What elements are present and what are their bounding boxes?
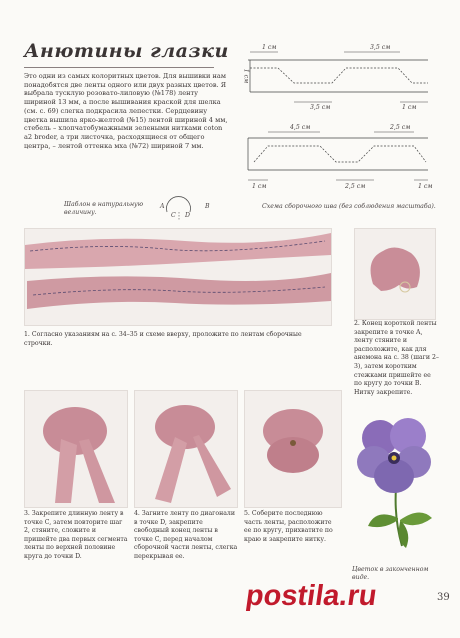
step-3-photo	[24, 390, 128, 508]
scheme-top-label-2: 3,5 см	[370, 44, 391, 51]
scheme-bottom-ribbon	[248, 132, 428, 180]
template-letter-a: A	[160, 203, 165, 210]
step-4-text: 4. Загните ленту по диагонали в точке D, закрепите свободный конец ленты в точке C, перед началом сборочной части ленты, слегка перекрывая ее.	[134, 510, 238, 560]
intro-text: Это одни из самых колоритных цветов. Для вышивки нам понадобятся две ленты одного или двух разных цветов. Я выбрала тусклую розовато-лиловую (№178) ленту шириной 13 мм, а после вышивания краской для шелка (см. с. 69) слегка подкрасила лепестки. Сердцевину цветка вышила ярко-желтой (№15) лентой шириной 4 мм, стебель – хлопчатобумажными зелеными нитками coton а2 broder, а три листочка, расходящиеся от общего центра, – лентой оттенка мха (№72) шириной 7 мм.	[24, 72, 228, 150]
scheme-top-outline	[248, 60, 428, 92]
scheme-bottom-stitch	[254, 146, 426, 162]
final-caption: Цветок в законченном виде.	[352, 566, 429, 581]
title-divider	[24, 67, 214, 68]
template-letter-d: D	[185, 212, 190, 219]
finished-flower	[346, 408, 438, 558]
step-2-photo	[354, 228, 436, 320]
step-3-text: 3. Закрепите длинную ленту в точке C, затем повторите шаг 2, стяните, сложите и пришейте два первых сегмента ленты по верхней половине круга до точки D.	[24, 510, 128, 560]
ribbon-tail	[193, 435, 231, 497]
watermark: postila.ru	[243, 580, 379, 612]
scheme-bottom-label-1: 4,5 см	[290, 124, 311, 131]
scheme-caption: Схема сборочного шва (без соблюдения масштаба).	[262, 203, 436, 210]
page-title: Анютины глазки	[24, 40, 229, 62]
pansy-illustration	[346, 408, 438, 558]
scheme-bottom-label-5: 1 см	[418, 183, 433, 190]
step-1-text: 1. Согласно указаниям на с. 34–35 и схеме вверху, проложите по лентам сборочные строчки.	[24, 331, 302, 347]
scheme-top-stitch	[250, 68, 428, 83]
scheme-bottom-label-2: 2,5 см	[390, 124, 411, 131]
flower-step-3-illustration	[25, 391, 127, 507]
ribbons-illustration	[25, 229, 331, 325]
flower-center	[392, 456, 397, 461]
flower-center	[290, 440, 296, 446]
scheme-top-label-1: 1 см	[262, 44, 277, 51]
leaf-center	[399, 522, 408, 548]
page-number: 39	[437, 592, 450, 603]
scheme-bottom-dimensions	[248, 132, 428, 180]
leaf-right	[400, 512, 432, 525]
scheme-top-dimensions	[250, 52, 428, 102]
flower-step-5-illustration	[245, 391, 341, 507]
gathered-ribbon-illustration	[355, 229, 435, 319]
step-5-text: 5. Соберите последнюю часть ленты, расположите ее по кругу, прихватите по краю и закрепите нитку.	[244, 510, 333, 543]
step-1-photo	[24, 228, 332, 326]
ribbon-folded	[155, 437, 187, 503]
template-caption: Шаблон в натуральную величину.	[64, 201, 144, 216]
ribbon-tail-right	[79, 439, 115, 503]
step-5-photo	[244, 390, 342, 508]
scheme-top-side-label: 1 см	[242, 68, 250, 84]
template-arc	[167, 197, 191, 212]
step-4-photo	[134, 390, 238, 508]
ribbon-top	[25, 233, 331, 269]
scheme-bottom-outline	[248, 138, 428, 170]
scheme-top-ribbon	[248, 52, 428, 102]
gathered-ribbon	[371, 247, 420, 291]
scheme-top-label-3: 3,5 см	[310, 104, 331, 111]
watermark-band	[0, 578, 460, 638]
scheme-bottom-label-4: 2,5 см	[345, 183, 366, 190]
gathering-stitch-scheme	[240, 38, 440, 200]
leaf-left	[368, 514, 398, 527]
scheme-bottom-label-3: 1 см	[252, 183, 267, 190]
petal-bottom	[374, 459, 414, 493]
step-2-text: 2. Конец короткой ленты закрепите в точке A, ленту стяните и расположите, как для анемона на с. 38 (шаги 2–3), затем коротким стежками пришейте ее по кругу до точки B. Нитку закрепите.	[354, 320, 440, 396]
scheme-top-label-4: 1 см	[402, 104, 417, 111]
template-letter-b: B	[205, 203, 210, 210]
flower-step-4-illustration	[135, 391, 237, 507]
template-letter-c: C	[171, 212, 176, 219]
